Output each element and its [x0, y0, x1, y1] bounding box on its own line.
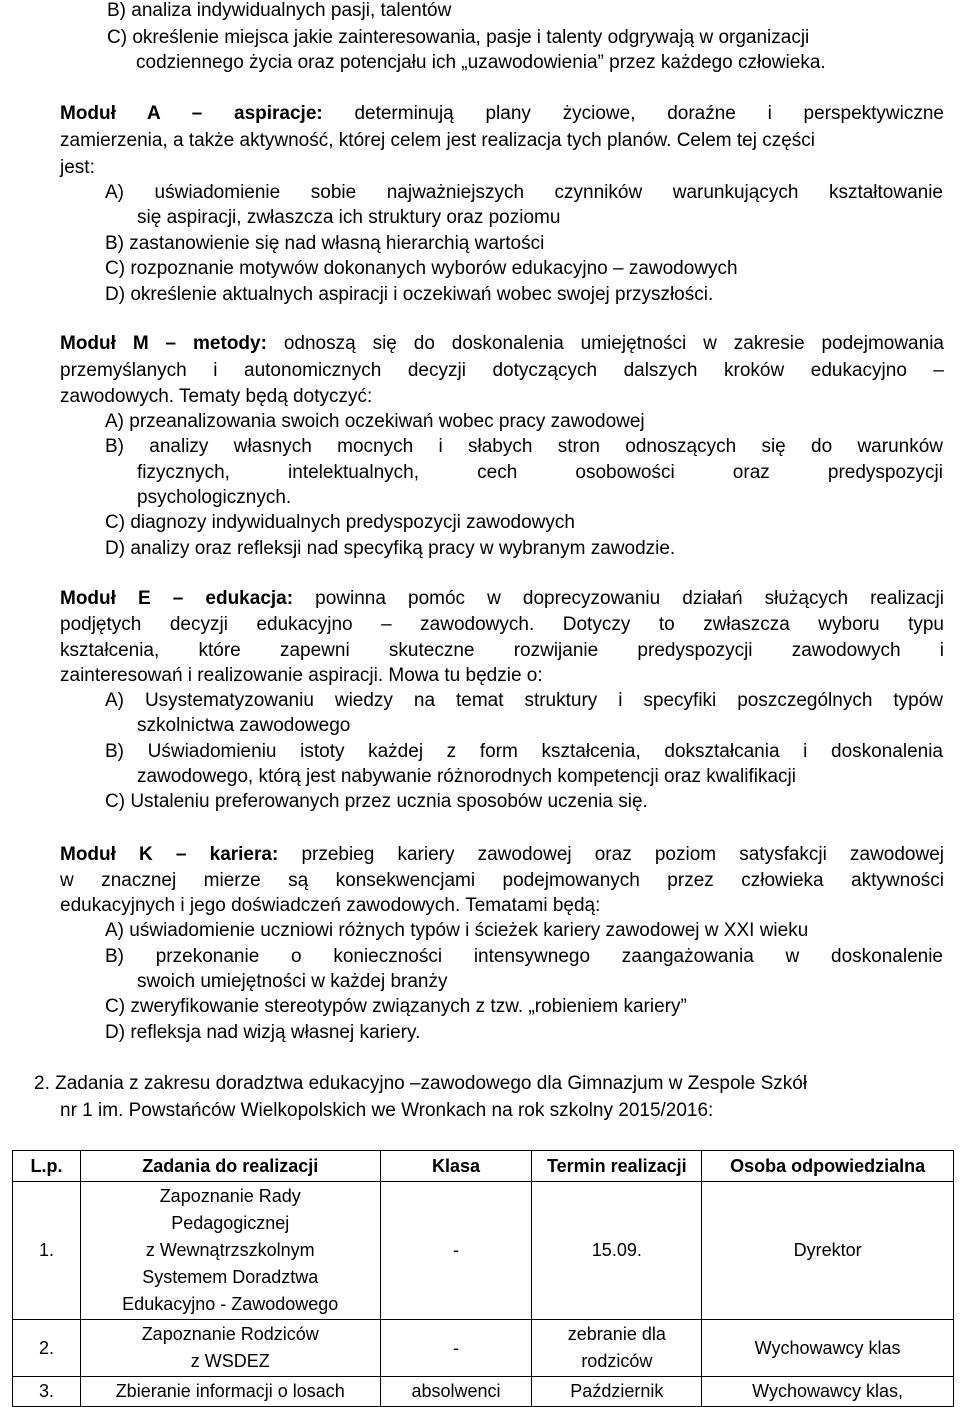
cell-lp — [13, 1377, 81, 1407]
module-m-item: A) przeanalizowania swoich oczekiwań wobec pracy zawodowej — [105, 411, 645, 432]
cell-deadline-line: 15.09. — [591, 1240, 642, 1260]
module-m-item: C) diagnozy indywidualnych predyspozycji zawodowych — [105, 512, 575, 533]
module-k-line-3: edukacyjnych i jego doświadczeń zawodowych. Tematami będą: — [60, 895, 601, 916]
module-m-item: D) analizy oraz refleksji nad specyfiką pracy w wybranym zawodzie. — [105, 538, 676, 559]
module-k-item: D) refleksja nad wizją własnej kariery. — [105, 1022, 421, 1043]
module-a-item: D) określenie aktualnych aspiracji i oczekiwań wobec swojej przyszłości. — [105, 284, 714, 305]
header-task: Zadania do realizacji — [80, 1151, 380, 1182]
intro-item-c-cont: codziennego życia oraz potencjału ich „uzawodowienia” przez każdego człowieka. — [136, 52, 826, 73]
module-k-item: A) uświadomienie uczniowi różnych typów i ścieżek kariery zawodowej w XXI wieku — [105, 920, 809, 941]
cell-responsible-line: Wychowawcy klas — [754, 1337, 901, 1358]
cell-class — [380, 1182, 532, 1320]
table-row — [13, 1182, 954, 1320]
cell-task-line: z WSDEZ — [190, 1351, 270, 1371]
module-e-item: C) Ustaleniu preferowanych przez ucznia sposobów uczenia się. — [105, 791, 648, 812]
cell-class — [380, 1320, 532, 1377]
cell-deadline-line: rodziców — [581, 1351, 653, 1371]
cell-class-line: absolwenci — [411, 1381, 501, 1401]
cell-task — [80, 1182, 380, 1320]
module-e-line-3: kształcenia, które zapewni skuteczne rozwijanie predyspozycji zawodowych i — [60, 640, 944, 661]
header-deadline: Termin realizacji — [532, 1151, 702, 1182]
cell-lp-line: 3. — [38, 1381, 54, 1401]
cell-task-line: Zapoznanie Rady — [159, 1186, 301, 1206]
cell-responsible-line: Wychowawcy klas, — [752, 1381, 904, 1401]
cell-task-line: Zbieranie informacji o losach — [115, 1381, 345, 1401]
section-2-heading-cont: nr 1 im. Powstańców Wielkopolskich we Wronkach na rok szkolny 2015/2016: — [60, 1100, 714, 1121]
module-a-label: Moduł A – aspiracje: — [60, 103, 323, 124]
module-k-item: B) przekonanie o konieczności intensywnego zaangażowania w doskonalenie — [105, 946, 943, 967]
module-k-label: Moduł K – kariera: — [60, 844, 279, 865]
cell-responsible-line: Dyrektor — [793, 1240, 862, 1260]
section-2-heading: 2. Zadania z zakresu doradztwa edukacyjno –zawodowego dla Gimnazjum w Zespole Szkół — [34, 1073, 808, 1094]
module-a-line-3: jest: — [60, 157, 95, 178]
cell-task-line: z Wewnątrzszkolnym — [145, 1240, 315, 1260]
module-e-item: A) Usystematyzowaniu wiedzy na temat struktury i specyfiki poszczególnych typów — [105, 690, 943, 711]
cell-deadline-line: zebranie dla — [567, 1324, 666, 1344]
module-a-item: A) uświadomienie sobie najważniejszych czynników warunkujących kształtowanie — [105, 182, 943, 203]
module-m-line-3: zawodowych. Tematy będą dotyczyć: — [60, 386, 373, 407]
table-row — [13, 1377, 954, 1407]
module-e-item-cont: zawodowego, którą jest nabywanie różnorodnych kompetencji oraz kwalifikacji — [137, 766, 796, 787]
module-k-item: C) zweryfikowanie stereotypów związanych z tzw. „robieniem kariery” — [105, 996, 687, 1017]
cell-deadline-line: Październik — [570, 1381, 664, 1401]
module-a-item-cont: się aspiracji, zwłaszcza ich struktury oraz poziomu — [137, 207, 561, 228]
module-a-line-2: zamierzenia, a także aktywność, której celem jest realizacja tych planów. Celem tej części — [60, 130, 816, 151]
module-k-line-2: w znacznej mierze są konsekwencjami podejmowanych przez człowieka aktywności — [60, 870, 944, 891]
module-e-label: Moduł E – edukacja: — [60, 588, 294, 609]
module-k-item-cont: swoich umiejętności w każdej branży — [137, 971, 448, 992]
cell-lp-line: 2. — [38, 1337, 54, 1358]
header-lp: L.p. — [13, 1151, 81, 1182]
module-e-line-2: podjętych decyzji edukacyjno – zawodowych. Dotyczy to zwłaszcza wyboru typu — [60, 614, 944, 635]
cell-task — [80, 1377, 380, 1407]
cell-deadline — [532, 1182, 702, 1320]
module-e-item: B) Uświadomieniu istoty każdej z form kształcenia, dokształcania i doskonalenia — [105, 741, 943, 762]
cell-lp — [13, 1182, 81, 1320]
module-e-line-1: Moduł E – edukacja: powinna pomóc w doprecyzowaniu działań służących realizacji — [60, 588, 945, 609]
module-e-line-4: zainteresowań i realizowanie aspiracji. Mowa tu będzie o: — [60, 665, 543, 686]
tasks-table — [12, 1150, 954, 1407]
module-m-line-2: przemyślanych i autonomicznych decyzji dotyczących dalszych kroków edukacyjno – — [60, 360, 944, 381]
module-k-line-1: Moduł K – kariera: przebieg kariery zawodowej oraz poziom satysfakcji zawodowej — [60, 844, 944, 865]
header-class: Klasa — [380, 1151, 532, 1182]
module-m-label: Moduł M – metody: — [60, 333, 267, 354]
cell-class-line: - — [452, 1337, 459, 1358]
cell-class-line: - — [452, 1240, 459, 1260]
module-a-item: B) zastanowienie się nad własną hierarchią wartości — [105, 233, 545, 254]
cell-responsible — [702, 1182, 954, 1320]
intro-item-c: C) określenie miejsca jakie zainteresowania, pasje i talenty odgrywają w organizacji — [107, 27, 810, 48]
module-m-line-1: Moduł M – metody: odnoszą się do doskonalenia umiejętności w zakresie podejmowania — [60, 333, 944, 354]
cell-responsible — [702, 1320, 954, 1377]
module-a-line-1: Moduł A – aspiracje: determinują plany życiowe, doraźne i perspektywiczne — [60, 103, 944, 124]
module-m-item-cont: fizycznych, intelektualnych, cech osobowości oraz predyspozycji — [137, 462, 943, 483]
cell-task-line: Edukacyjno - Zawodowego — [122, 1294, 339, 1314]
cell-lp — [13, 1320, 81, 1377]
cell-lp-line: 1. — [38, 1240, 54, 1260]
cell-task-line: Zapoznanie Rodziców — [141, 1324, 319, 1344]
module-e-item-cont: szkolnictwa zawodowego — [137, 715, 351, 736]
cell-responsible — [702, 1377, 954, 1407]
table-row — [13, 1320, 954, 1377]
module-m-item: B) analizy własnych mocnych i słabych stron odnoszących się do warunków — [105, 436, 943, 457]
cell-deadline — [532, 1320, 702, 1377]
cell-deadline — [532, 1377, 702, 1407]
cell-task — [80, 1320, 380, 1377]
cell-task-line: Pedagogicznej — [171, 1213, 290, 1233]
header-responsible: Osoba odpowiedzialna — [702, 1151, 954, 1182]
intro-item-b: B) analiza indywidualnych pasji, talentów — [107, 0, 452, 21]
cell-task-line: Systemem Doradztwa — [142, 1267, 319, 1287]
module-a-item: C) rozpoznanie motywów dokonanych wyborów edukacyjno – zawodowych — [105, 258, 738, 279]
table-header-row — [13, 1151, 954, 1182]
cell-class — [380, 1377, 532, 1407]
module-m-item-cont: psychologicznych. — [137, 487, 292, 508]
